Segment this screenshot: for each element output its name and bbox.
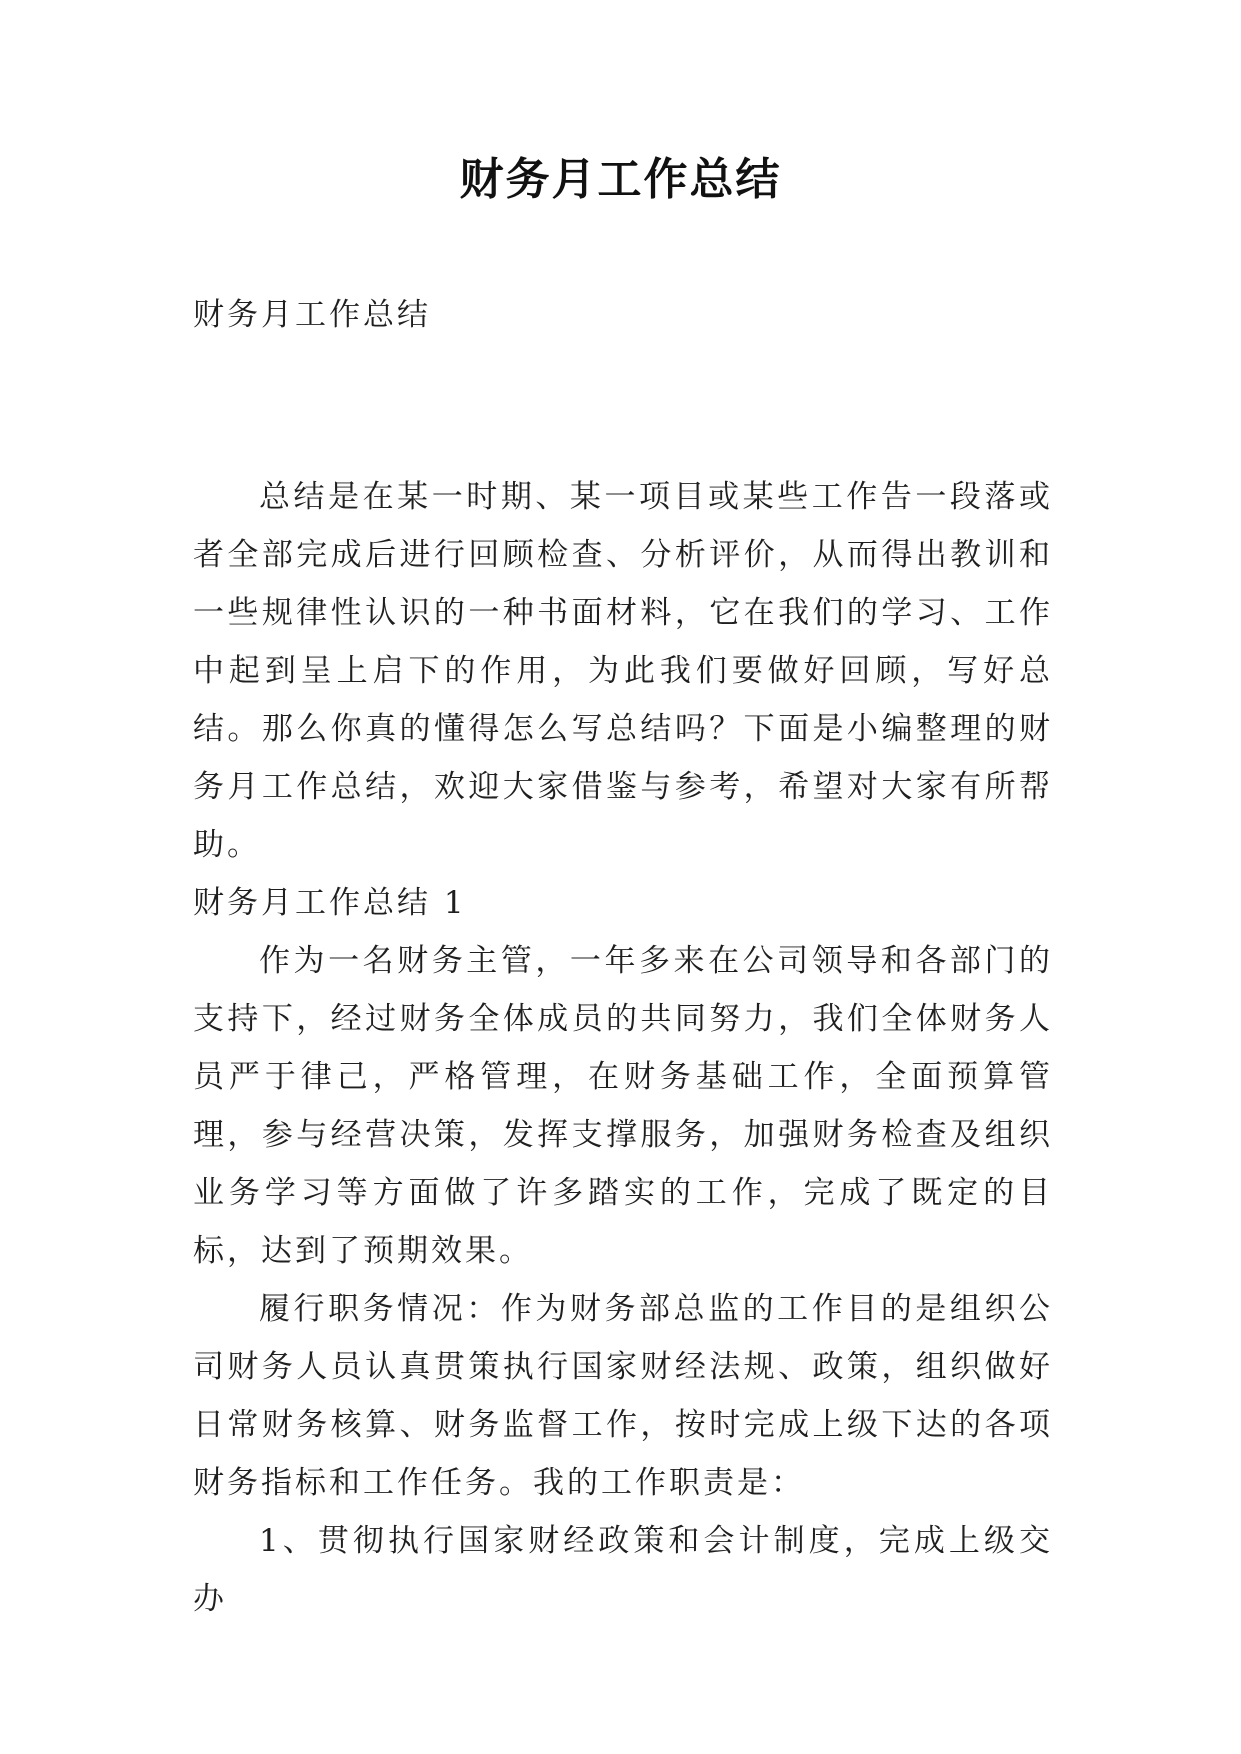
section-paragraph: 履行职务情况：作为财务部总监的工作目的是组织公司财务人员认真贯策执行国家财经法规、政策，组织做好日常财务核算、财务监督工作，按时完成上级下达的各项财务指标和工作任务。我的工作职责是： <box>193 1291 1053 1501</box>
section-heading: 财务月工作总结 1 <box>193 885 467 921</box>
intro-paragraph: 总结是在某一时期、某一项目或某些工作告一段落或者全部完成后进行回顾检查、分析评价，从而得出教训和一些规律性认识的一种书面材料，它在我们的学习、工作中起到呈上启下的作用，为此我们要做好回顾，写好总结。那么你真的懂得怎么写总结吗？下面是小编整理的财务月工作总结，欢迎大家借鉴与参考，希望对大家有所帮助。 <box>193 479 1053 863</box>
section-paragraph: 1、贯彻执行国家财经政策和会计制度，完成上级交办 <box>193 1523 1053 1617</box>
section-body <box>193 932 1053 1628</box>
section-paragraph: 作为一名财务主管，一年多来在公司领导和各部门的支持下，经过财务全体成员的共同努力，我们全体财务人员严于律己，严格管理，在财务基础工作，全面预算管理，参与经营决策，发挥支撑服务，加强财务检查及组织业务学习等方面做了许多踏实的工作，完成了既定的目标，达到了预期效果。 <box>193 943 1053 1269</box>
page-title: 财务月工作总结 <box>459 154 782 205</box>
document-subtitle: 财务月工作总结 <box>193 297 431 333</box>
